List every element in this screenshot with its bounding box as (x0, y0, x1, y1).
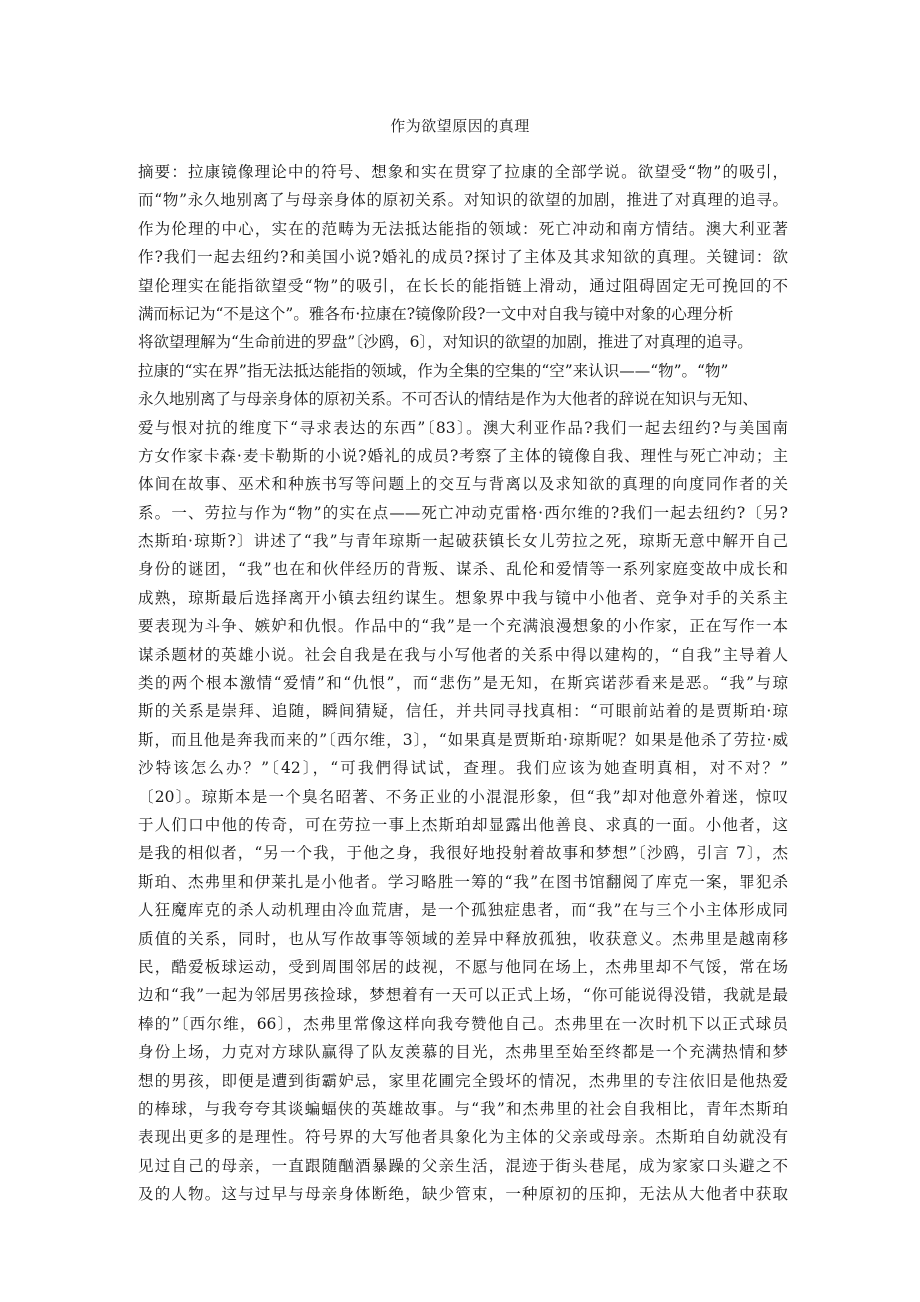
body-line: 作?我们一起去纽约?和美国小说?婚礼的成员?探讨了主体及其求知欲的真理。关键词：欲 (138, 248, 788, 267)
body-line: 沙特该怎么办？”〔42〕，“可我們得试试，查理。我们应该为她查明真相，对不对？” (138, 759, 788, 778)
body-line: 杰斯珀·琼斯?〕讲述了“我”与青年琼斯一起破获镇长女儿劳拉之死，琼斯无意中解开自己 (138, 532, 788, 551)
body-line: 民，酷爱板球运动，受到周围邻居的歧视，不愿与他同在场上，杰弗里却不气馁，常在场 (138, 957, 788, 976)
body-line: 想的男孩，即便是遭到街霸妒忌，家里花圃完全毁坏的情况，杰弗里的专注依旧是他热爱 (138, 1071, 788, 1090)
body-line: 见过自己的母亲，一直跟随酗酒暴躁的父亲生活，混迹于街头巷尾，成为家家口头避之不 (138, 1156, 788, 1175)
body-line: 人狂魔库克的杀人动机理由冷血荒唐，是一个孤独症患者，而“我”在与三个小主体形成同 (138, 901, 788, 920)
body-line: 要表现为斗争、嫉妒和仇恨。作品中的“我”是一个充满浪漫想象的小作家，正在写作一本 (138, 617, 788, 636)
body-line: 斯，而且他是奔我而来的”〔西尔维，3〕，“如果真是贾斯珀·琼斯呢？如果是他杀了劳拉·威 (138, 730, 788, 749)
body-line: 的棒球，与我夸夸其谈蝙蝠侠的英雄故事。与“我”和杰弗里的社会自我相比，青年杰斯珀 (138, 1099, 788, 1118)
body-line: 边和“我”一起为邻居男孩捡球，梦想着有一天可以正式上场，“你可能说得没错，我就是最 (138, 986, 788, 1005)
body-line: 〔20〕。琼斯本是一个臭名昭著、不务正业的小混混形象，但“我”却对他意外着迷，惊叹 (138, 787, 788, 806)
body-line: 类的两个根本激情“爱情”和“仇恨”，而“悲伤”是无知，在斯宾诺莎看来是恶。“我”与琼 (138, 674, 788, 693)
body-line: 质值的关系，同时，也从写作故事等领域的差异中释放孤独，收获意义。杰弗里是越南移 (138, 929, 788, 948)
body-line: 成熟，琼斯最后选择离开小镇去纽约谋生。想象界中我与镜中小他者、竞争对手的关系主 (138, 588, 788, 607)
body-line: 是我的相似者，“另一个我，于他之身，我很好地投射着故事和梦想”〔沙鸥，引言 7〕，杰 (138, 844, 788, 863)
body-line: 于人们口中他的传奇，可在劳拉一事上杰斯珀却显露出他善良、求真的一面。小他者，这 (138, 815, 788, 834)
body-line: 及的人物。这与过早与母亲身体断绝，缺少管束，一种原初的压抑，无法从大他者中获取 (138, 1185, 788, 1204)
body-line: 棒的”〔西尔维，66〕，杰弗里常像这样向我夸赞他自己。杰弗里在一次时机下以正式球员 (138, 1014, 788, 1033)
body-line: 谋杀题材的英雄小说。社会自我是在我与小写他者的关系中得以建构的，“自我”主导着人 (138, 645, 788, 664)
body-line: 作为伦理的中心，实在的范畴为无法抵达能指的领域：死亡冲动和南方情结。澳大利亚著 (138, 219, 788, 238)
body-line: 身份上场，力克对方球队赢得了队友羡慕的目光，杰弗里至始至终都是一个充满热情和梦 (138, 1043, 788, 1062)
body-line: 体间在故事、巫术和种族书写等问题上的交互与背离以及求知欲的真理的向度同作者的关 (138, 475, 788, 494)
document-body (138, 158, 788, 1208)
body-line: 斯珀、杰弗里和伊莱扎是小他者。学习略胜一筹的“我”在图书馆翻阅了库克一案，罪犯杀 (138, 872, 788, 891)
body-line: 身份的谜团，“我”也在和伙伴经历的背叛、谋杀、乱伦和爱情等一系列家庭变故中成长和 (138, 560, 788, 579)
document-title: 作为欲望原因的真理 (390, 117, 530, 135)
body-line: 表现出更多的是理性。符号界的大写他者具象化为主体的父亲或母亲。杰斯珀自幼就没有 (138, 1128, 788, 1147)
body-line: 摘要：拉康镜像理论中的符号、想象和实在贯穿了拉康的全部学说。欲望受“物”的吸引， (138, 163, 788, 181)
body-line: 永久地别离了与母亲身体的原初关系。不可否认的情结是作为大他者的辞说在知识与无知、 (138, 390, 759, 409)
body-line: 满而标记为“不是这个”。雅各布·拉康在?镜像阶段?一文中对自我与镜中对象的心理分析 (138, 304, 734, 323)
body-line: 爱与恨对抗的维度下“寻求表达的东西”〔83〕。澳大利亚作品?我们一起去纽约?与美国南 (138, 418, 788, 437)
body-line: 方女作家卡森·麦卡勒斯的小说?婚礼的成员?考察了主体的镜像自我、理性与死亡冲动；主 (138, 446, 788, 465)
body-line: 系。一、劳拉与作为“物”的实在点——死亡冲动克雷格·西尔维的?我们一起去纽约?〔另? (138, 503, 788, 522)
body-line: 将欲望理解为“生命前进的罗盘”〔沙鸥，6〕，对知识的欲望的加剧，推进了对真理的追寻。 (138, 333, 753, 352)
body-line: 望伦理实在能指欲望受“物”的吸引，在长长的能指链上滑动，通过阻碍固定无可挽回的不 (138, 276, 788, 295)
body-line: 拉康的“实在界”指无法抵达能指的领域，作为全集的空集的“空”来认识——“物”。“物” (138, 361, 729, 380)
body-line: 而“物”永久地别离了与母亲身体的原初关系。对知识的欲望的加剧，推进了对真理的追寻。 (138, 191, 788, 210)
body-line: 斯的关系是崇拜、追随，瞬间猜疑，信任，并共同寻找真相：“可眼前站着的是贾斯珀·琼 (138, 702, 788, 721)
